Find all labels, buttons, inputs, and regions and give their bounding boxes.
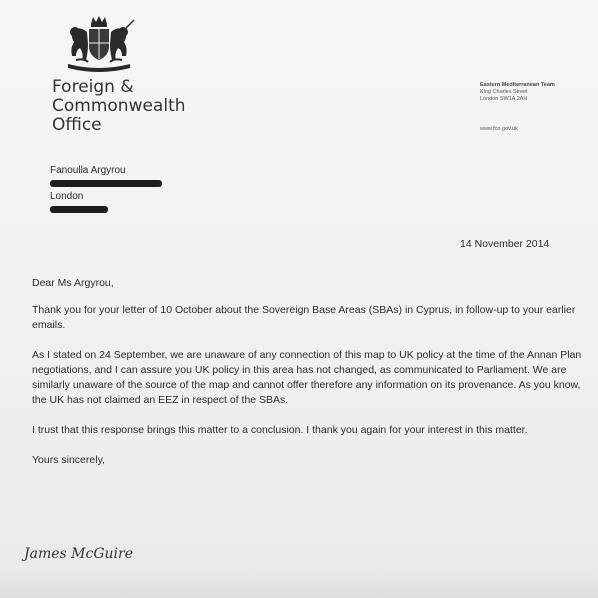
recipient-city: London [50, 191, 84, 202]
org-name-line: Foreign & [52, 77, 134, 97]
address-city: London SW1A 2AH [480, 96, 528, 102]
redaction-bar [50, 206, 108, 213]
closing: Yours sincerely, [32, 454, 105, 466]
signature: James McGuire [24, 546, 133, 562]
paragraph: Thank you for your letter of 10 October about the Sovereign Base Areas (SBAs) in Cyprus, in follow-up to your earlier emails. [32, 304, 576, 331]
redaction-bar [50, 180, 162, 187]
website-link[interactable]: www.fco.gov.uk [480, 126, 518, 132]
sender-address [480, 82, 555, 103]
paper-shadow [0, 568, 598, 598]
letter-date: 14 November 2014 [460, 238, 550, 250]
royal-coat-of-arms-icon [58, 14, 140, 76]
letter-body [32, 276, 582, 483]
paragraph: I trust that this response brings this matter to a conclusion. I thank you again for your interest in this matter. [32, 424, 528, 436]
paragraph: As I stated on 24 September, we are unaware of any connection of this map to UK policy at the time of the Annan Plan negotiations, and I can assure you UK policy in this area has not changed, as communicated to Parliament. We are similarly unaware of the source of the map and cannot offer therefore any information on its provenance. As you know, the UK has not claimed an EEZ in respect of the SBAs. [32, 349, 582, 406]
address-street: King Charles Street [480, 89, 528, 95]
recipient-name: Fanoulla Argyrou [50, 165, 126, 176]
org-name-line: Office [52, 115, 102, 135]
salutation: Dear Ms Argyrou, [32, 277, 114, 289]
org-name-line: Commonwealth [52, 96, 186, 116]
organisation-name [52, 78, 186, 135]
team-name: Eastern Mediterranean Team [480, 82, 555, 88]
recipient-block [50, 164, 162, 216]
